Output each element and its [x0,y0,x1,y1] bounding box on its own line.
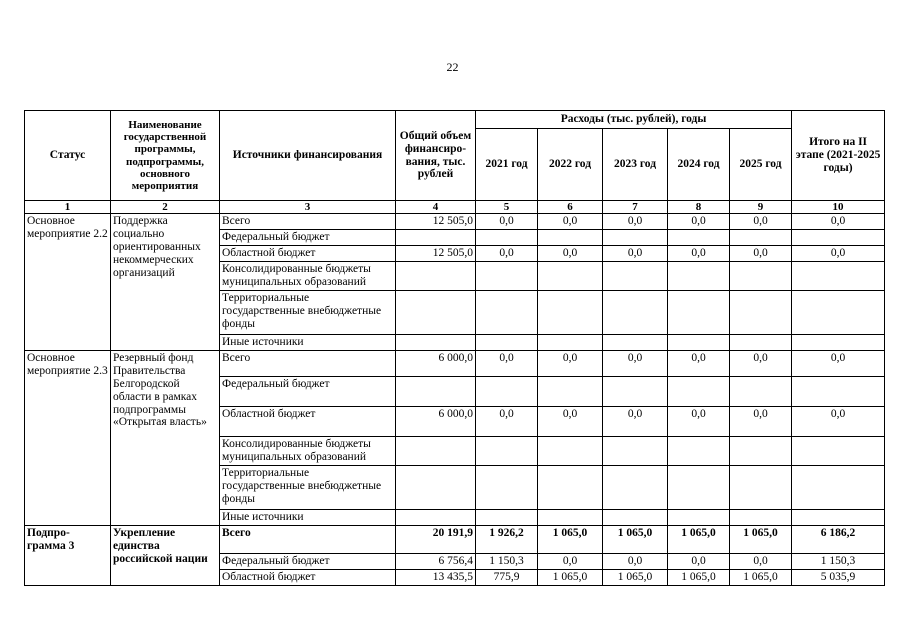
itogo-cell [792,377,885,407]
header-status: Статус [25,111,111,201]
year-value-cell [730,509,792,525]
itogo-cell [792,291,885,335]
year-value-cell [476,262,538,291]
year-value-cell [668,377,730,407]
year-value-cell: 0,0 [730,407,792,437]
year-value-cell [668,230,730,246]
status-cell: Подпро-грамма 3 [25,525,111,585]
header-name: Наименование государственной программы, подпрограммы, основного мероприятия [111,111,220,201]
year-value-cell: 0,0 [668,351,730,377]
total-volume-cell: 6 000,0 [396,407,476,437]
table-body [25,214,885,585]
source-cell: Всего [220,214,396,230]
year-value-cell: 1 065,0 [538,525,603,553]
itogo-cell [792,509,885,525]
source-cell: Областной бюджет [220,569,396,585]
itogo-cell: 0,0 [792,246,885,262]
column-number: 10 [792,201,885,214]
total-volume-cell [396,335,476,351]
source-cell: Иные источники [220,509,396,525]
total-volume-cell: 20 191,9 [396,525,476,553]
year-value-cell [668,262,730,291]
source-cell: Территориальные государственные внебюджетные фонды [220,465,396,509]
source-cell: Федеральный бюджет [220,377,396,407]
column-number: 7 [603,201,668,214]
source-cell: Территориальные государственные внебюджетные фонды [220,291,396,335]
column-number: 9 [730,201,792,214]
year-value-cell: 0,0 [668,246,730,262]
year-value-cell [538,335,603,351]
itogo-cell [792,465,885,509]
year-value-cell [668,335,730,351]
total-volume-cell [396,377,476,407]
year-value-cell [730,437,792,466]
table-row [25,214,885,230]
year-value-cell [668,509,730,525]
itogo-cell [792,230,885,246]
year-value-cell: 0,0 [603,351,668,377]
year-value-cell [668,465,730,509]
year-value-cell: 0,0 [730,553,792,569]
total-volume-cell: 12 505,0 [396,246,476,262]
year-value-cell [538,509,603,525]
year-value-cell [603,262,668,291]
page-number: 22 [446,60,459,74]
year-value-cell [538,377,603,407]
year-value-cell [603,509,668,525]
year-value-cell: 1 065,0 [668,525,730,553]
itogo-cell: 0,0 [792,351,885,377]
year-value-cell: 0,0 [603,214,668,230]
year-value-cell [476,437,538,466]
year-value-cell [668,291,730,335]
itogo-cell [792,335,885,351]
year-value-cell: 1 926,2 [476,525,538,553]
source-cell: Областной бюджет [220,246,396,262]
column-number: 6 [538,201,603,214]
year-value-cell [603,230,668,246]
year-value-cell: 1 065,0 [730,525,792,553]
year-value-cell [730,291,792,335]
year-value-cell [476,230,538,246]
source-cell: Консолидированные бюджеты муниципальных образований [220,262,396,291]
column-number: 8 [668,201,730,214]
column-number: 4 [396,201,476,214]
year-value-cell [538,230,603,246]
year-value-cell [730,465,792,509]
source-cell: Федеральный бюджет [220,230,396,246]
year-value-cell [476,335,538,351]
total-volume-cell [396,465,476,509]
column-number: 2 [111,201,220,214]
source-cell: Всего [220,525,396,553]
year-value-cell [476,509,538,525]
year-value-cell: 0,0 [730,214,792,230]
total-volume-cell: 6 756,4 [396,553,476,569]
source-cell: Консолидированные бюджеты муниципальных образований [220,437,396,466]
table-row [25,525,885,553]
header-expenses: Расходы (тыс. рублей), годы [476,111,792,129]
header-year: 2025 год [730,129,792,201]
source-cell: Федеральный бюджет [220,553,396,569]
itogo-cell: 5 035,9 [792,569,885,585]
header-total-volume: Общий объем финансиро-вания, тыс. рублей [396,111,476,201]
year-value-cell [730,377,792,407]
itogo-cell: 6 186,2 [792,525,885,553]
year-value-cell [603,377,668,407]
year-value-cell: 0,0 [730,351,792,377]
header-year: 2024 год [668,129,730,201]
year-value-cell: 0,0 [538,246,603,262]
total-volume-cell [396,509,476,525]
year-value-cell [476,291,538,335]
year-value-cell: 1 065,0 [668,569,730,585]
column-numbers-row [25,201,885,214]
header-year: 2021 год [476,129,538,201]
year-value-cell: 0,0 [603,407,668,437]
year-value-cell [603,465,668,509]
program-name-cell: Укрепление единства российской нации [111,525,220,585]
year-value-cell: 1 065,0 [730,569,792,585]
year-value-cell: 0,0 [730,246,792,262]
year-value-cell [538,437,603,466]
year-value-cell: 0,0 [538,407,603,437]
year-value-cell: 0,0 [668,214,730,230]
year-value-cell: 0,0 [668,407,730,437]
year-value-cell [538,465,603,509]
year-value-cell [730,262,792,291]
year-value-cell: 0,0 [538,351,603,377]
year-value-cell: 0,0 [476,351,538,377]
status-cell: Основное мероприятие 2.2 [25,214,111,351]
year-value-cell: 1 065,0 [603,569,668,585]
year-value-cell [603,291,668,335]
year-value-cell [668,437,730,466]
header-year: 2022 год [538,129,603,201]
year-value-cell: 0,0 [476,407,538,437]
total-volume-cell: 6 000,0 [396,351,476,377]
year-value-cell: 0,0 [668,553,730,569]
header-sources: Источники финансирования [220,111,396,201]
table-row [25,351,885,377]
year-value-cell [476,377,538,407]
program-name-cell: Резервный фонд Правительства Белгородской области в рамках подпрограммы «Открытая власть» [111,351,220,526]
year-value-cell [476,465,538,509]
year-value-cell: 0,0 [603,246,668,262]
header-year: 2023 год [603,129,668,201]
source-cell: Всего [220,351,396,377]
total-volume-cell: 13 435,5 [396,569,476,585]
source-cell: Иные источники [220,335,396,351]
year-value-cell [538,291,603,335]
column-number: 1 [25,201,111,214]
header-itogo: Итого на II этапе (2021-2025 годы) [792,111,885,201]
year-value-cell: 775,9 [476,569,538,585]
year-value-cell: 0,0 [538,214,603,230]
column-number: 3 [220,201,396,214]
total-volume-cell [396,230,476,246]
year-value-cell: 0,0 [603,553,668,569]
total-volume-cell [396,437,476,466]
year-value-cell: 1 065,0 [538,569,603,585]
column-number: 5 [476,201,538,214]
itogo-cell [792,437,885,466]
total-volume-cell [396,262,476,291]
budget-table [24,110,885,586]
program-name-cell: Поддержка социально ориентированных некоммерческих организаций [111,214,220,351]
total-volume-cell: 12 505,0 [396,214,476,230]
status-cell: Основное мероприятие 2.3 [25,351,111,526]
year-value-cell [603,437,668,466]
itogo-cell: 0,0 [792,407,885,437]
year-value-cell [730,230,792,246]
year-value-cell: 1 065,0 [603,525,668,553]
year-value-cell: 0,0 [476,214,538,230]
total-volume-cell [396,291,476,335]
year-value-cell [538,262,603,291]
itogo-cell: 1 150,3 [792,553,885,569]
year-value-cell: 0,0 [538,553,603,569]
itogo-cell [792,262,885,291]
source-cell: Областной бюджет [220,407,396,437]
year-value-cell [730,335,792,351]
year-value-cell [603,335,668,351]
itogo-cell: 0,0 [792,214,885,230]
year-value-cell: 0,0 [476,246,538,262]
year-value-cell: 1 150,3 [476,553,538,569]
